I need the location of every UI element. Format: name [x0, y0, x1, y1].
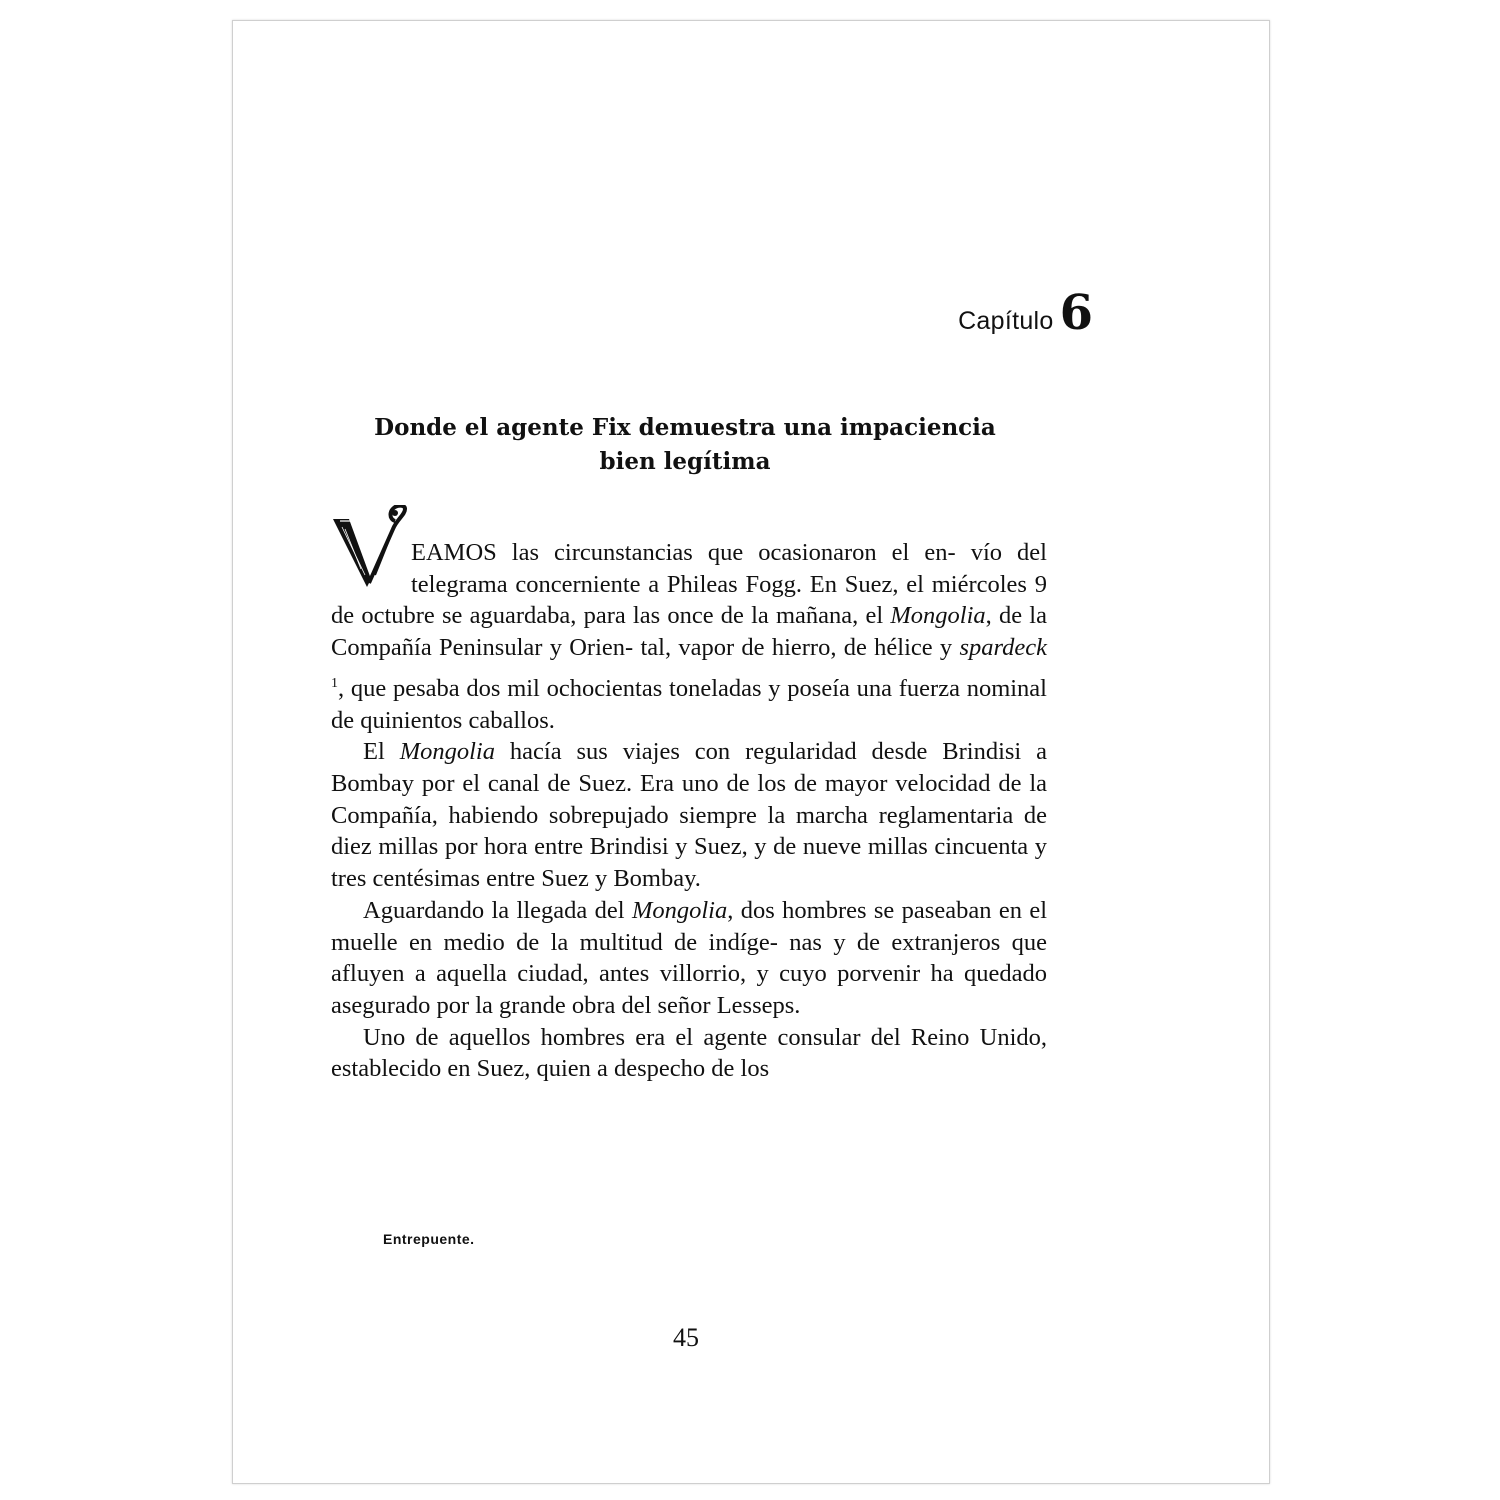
paragraph-4: Uno de aquellos hombres era el agente consular del Reino Unido, establecido en Suez, quien a despecho de los: [331, 1023, 1047, 1083]
footnote-mark: 1: [331, 675, 338, 691]
footnote: Entrepuente.: [383, 1231, 475, 1247]
paragraph-1-mid: , de la Compañía Peninsular y Orien- tal, vapor de hierro, de hélice y: [331, 602, 1047, 662]
chapter-title: [329, 411, 1041, 479]
spardeck-term: spardeck: [959, 634, 1047, 662]
paragraph-3-lead: Aguardando la llegada del: [363, 896, 632, 924]
paragraph-3-tail: , dos hombres se paseaban en el muelle en medio de la multitud de indíge- nas y de extranjeros que afluyen a aquella ciudad, antes villorrio, y cuyo porvenir ha quedado asegurado por la grande obra del señor Lesseps.: [331, 896, 1048, 1019]
paragraph-2-tail: hacía sus viajes con regularidad desde Brindisi a Bombay por el canal de Suez. Era uno de los de mayor velocidad de la Compañía, habiendo sobrepujado siempre la marcha reglamentaria de diez millas por hora entre Brindisi y Suez, y de nueve millas cincuenta y tres centésimas entre Suez y Bombay.: [331, 738, 1048, 893]
chapter-word: Capítulo: [958, 307, 1054, 335]
chapter-title-line-1: Donde el agente Fix demuestra una impaciencia: [374, 414, 996, 441]
chapter-title-line-2: bien legítima: [599, 448, 771, 475]
ship-name: Mongolia: [399, 738, 495, 766]
ship-name: Mongolia: [890, 602, 986, 630]
body-text: [331, 499, 1047, 1085]
page-number: 45: [673, 1323, 699, 1352]
paragraph-2: [331, 736, 1047, 895]
book-page: [232, 20, 1270, 1484]
chapter-heading: [958, 285, 1093, 341]
ship-name: Mongolia: [631, 896, 728, 924]
paragraph-1-tail: , que pesaba dos mil ochocientas toneladas y poseía una fuerza nominal de quinientos caballos.: [331, 674, 1047, 734]
chapter-number: 6: [1059, 285, 1093, 341]
paragraph-3: [331, 895, 1047, 1022]
paragraph-1: [331, 499, 1047, 736]
paragraph-1-lead: EAMOS las circunstancias que ocasionaron el en- vío del telegrama concerniente a Phileas Fogg. En Suez, el miércoles 9 de octubre se aguardaba, para las once de la mañana, el: [331, 539, 1047, 630]
paragraph-2-lead: El: [363, 738, 400, 766]
dropcap-v-ornament: [331, 505, 407, 587]
